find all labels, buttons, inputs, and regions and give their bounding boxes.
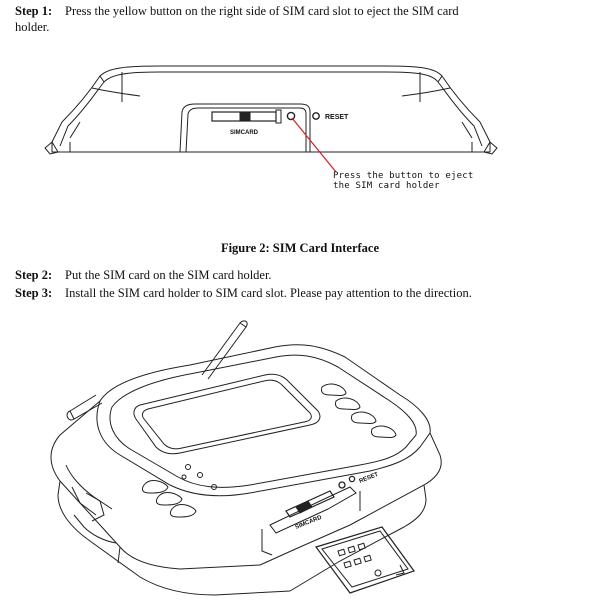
- sim-card-interface-figure: [0, 62, 600, 197]
- simcard-slot-label-3d: SIMCARD: [294, 514, 323, 531]
- reset-label-3d: RESET: [358, 471, 380, 485]
- step-2-label: Step 2:: [15, 268, 53, 282]
- step-3-text: Install the SIM card holder to SIM card slot. Please pay attention to the direction.: [65, 286, 472, 300]
- step-2: [15, 268, 272, 283]
- figure-2-caption: Figure 2: SIM Card Interface: [220, 241, 380, 255]
- step-3: [15, 286, 472, 301]
- step-1-label: Step 1:: [15, 4, 53, 18]
- step-1-continuation: holder.: [15, 20, 50, 34]
- simcard-slot-label: SIMCARD: [230, 130, 258, 136]
- callout-text-line-1: Press the button to eject: [333, 171, 474, 181]
- step-1-text: Press the yellow button on the right side of SIM card slot to eject the SIM card: [65, 4, 459, 18]
- step-2-text: Put the SIM card on the SIM card holder.: [65, 268, 272, 282]
- step-3-label: Step 3:: [15, 286, 53, 300]
- reset-label: RESET: [325, 114, 349, 121]
- callout-text-line-2: the SIM card holder: [333, 181, 440, 191]
- step-1: [15, 4, 459, 19]
- sim-holder-install-figure: [0, 315, 600, 600]
- callout-line: [292, 118, 336, 172]
